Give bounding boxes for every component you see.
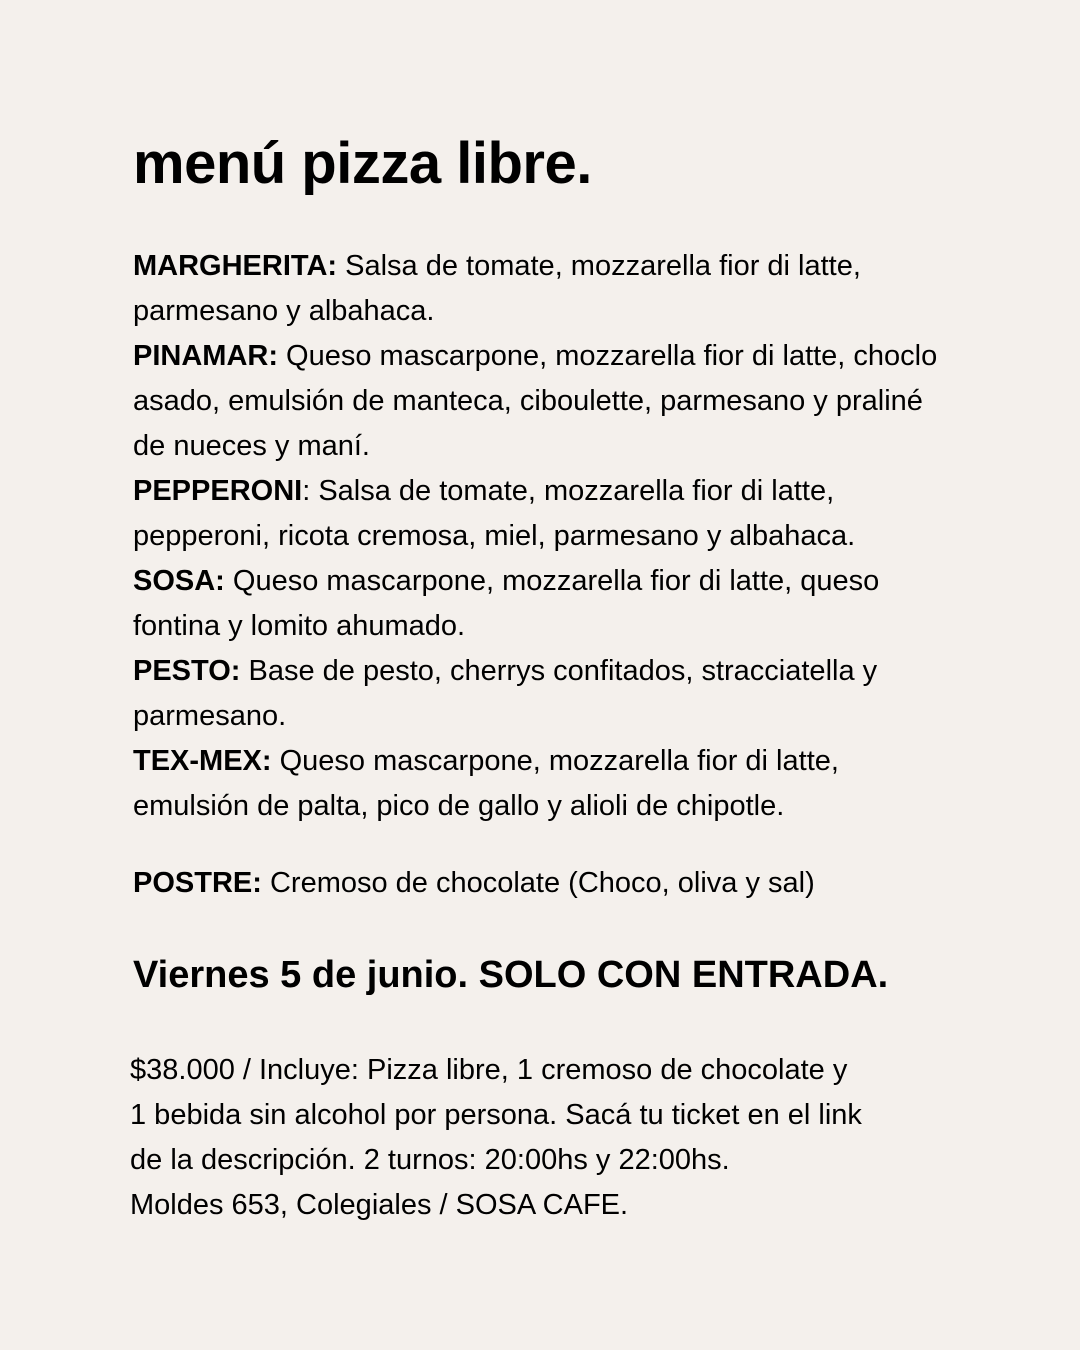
event-headline: Viernes 5 de junio. SOLO CON ENTRADA. <box>133 954 889 996</box>
info-line-turns: de la descripción. 2 turnos: 20:00hs y 22:00hs. <box>130 1144 730 1176</box>
menu-item-name: PEPPERONI <box>133 475 303 507</box>
page-title: menú pizza libre. <box>133 131 592 196</box>
info-line-ticket: 1 bebida sin alcohol por persona. Sacá tu ticket en el link <box>130 1099 862 1131</box>
dessert-item <box>133 861 963 906</box>
menu-item-description: Salsa de tomate, mozzarella fior di latte, parmesano y albahaca. <box>133 250 861 327</box>
menu-item-name: TEX-MEX: <box>133 745 272 777</box>
dessert-name: POSTRE: <box>133 867 262 899</box>
menu-item-description: Queso mascarpone, mozzarella fior di latte, choclo asado, emulsión de manteca, ciboulette, parmesano y praliné de nueces y maní. <box>133 340 938 462</box>
menu-item-description: Queso mascarpone, mozzarella fior di latte, queso fontina y lomito ahumado. <box>133 565 880 642</box>
menu-item-tex-mex <box>133 739 963 829</box>
event-info <box>130 1048 960 1228</box>
menu-item-name: SOSA: <box>133 565 225 597</box>
menu-item-pinamar <box>133 334 963 469</box>
menu-item-description: : Salsa de tomate, mozzarella fior di latte, pepperoni, ricota cremosa, miel, parmesano y albahaca. <box>133 475 856 552</box>
info-line-address: Moldes 653, Colegiales / SOSA CAFE. <box>130 1189 629 1221</box>
dessert-description: Cremoso de chocolate (Choco, oliva y sal) <box>261 867 815 899</box>
menu-item-sosa <box>133 559 963 649</box>
menu-item-pesto <box>133 649 963 739</box>
menu-item-name: MARGHERITA: <box>133 250 338 282</box>
menu-item-name: PESTO: <box>133 655 241 687</box>
menu-item-description: Base de pesto, cherrys confitados, stracciatella y parmesano. <box>133 655 878 732</box>
menu-item-name: PINAMAR: <box>133 340 278 372</box>
info-line-price: $38.000 / Incluye: Pizza libre, 1 cremoso de chocolate y <box>130 1054 848 1086</box>
menu-item-description: Queso mascarpone, mozzarella fior di latte, emulsión de palta, pico de gallo y alioli de chipotle. <box>133 745 839 822</box>
menu-item-pepperoni <box>133 469 963 559</box>
pizza-menu-list <box>133 244 963 829</box>
menu-item-margherita <box>133 244 963 334</box>
